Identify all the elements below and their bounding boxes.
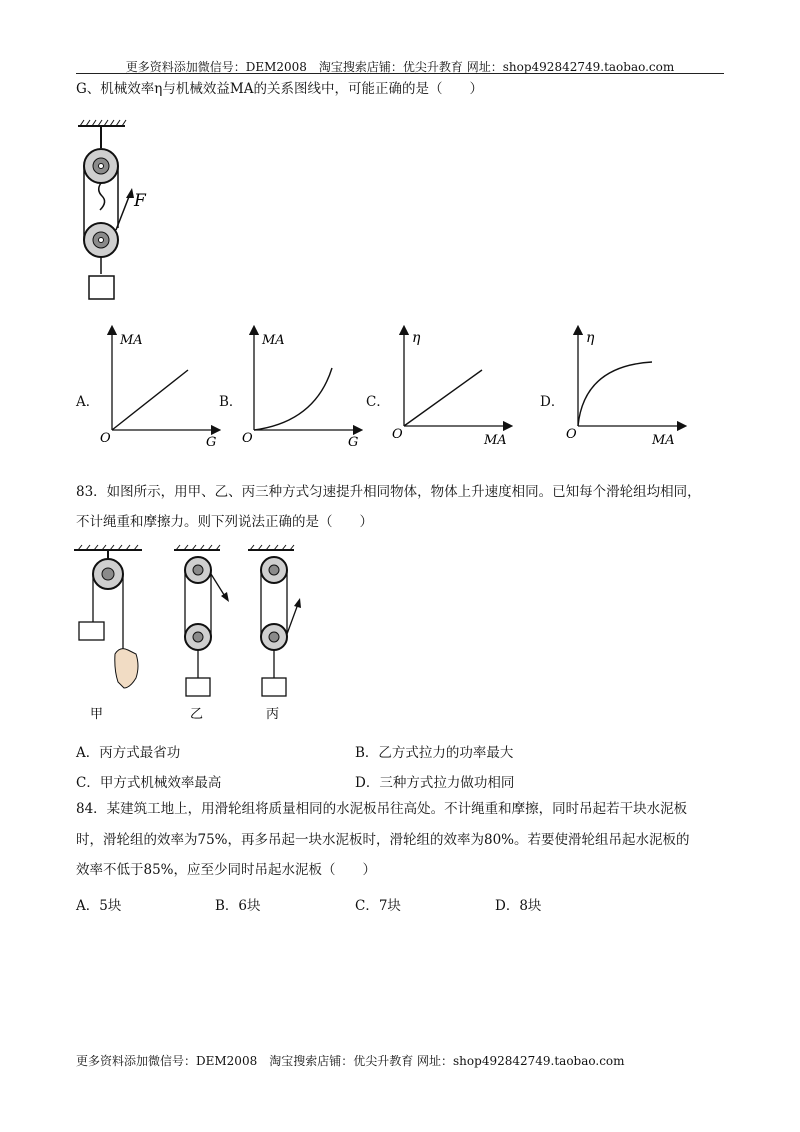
graph-b-origin: O [242,431,253,446]
q83-option-d: D．三种方式拉力做功相同 [355,775,515,791]
graph-c-xlabel: MA [484,433,507,448]
graph-b [240,322,366,450]
page-footer: 更多资料添加微信号：DEM2008 淘宝搜索店铺：优尖升教育 网址：shop492842749.taobao.com [76,1054,625,1068]
q82-option-c: C． [366,394,390,410]
q84-text-line3: 效率不低于85%，应至少同时吊起水泥板（ ） [76,862,377,878]
q83-option-b: B．乙方式拉力的功率最大 [355,745,514,761]
q84-text-line1: 84．某建筑工地上，用滑轮组将质量相同的水泥板吊往高处。不计绳重和摩擦，同时吊起若干块水泥板 [76,801,688,817]
q84-option-b: B．6块 [215,898,261,914]
graph-c-ylabel: η [412,330,421,346]
q84-option-c: C．7块 [355,898,401,914]
q84-option-a: A．5块 [76,898,122,914]
hand-icon [115,649,138,688]
graph-c [390,322,516,450]
graph-d-origin: O [566,427,577,442]
q82-option-a: A． [76,394,100,410]
q83-pulley-figure [70,542,310,722]
graph-d-xlabel: MA [652,433,675,448]
graph-d-ylabel: η [586,330,595,346]
graph-b-xlabel: G [348,435,359,450]
q84-option-d: D．8块 [495,898,542,914]
graph-d-curve [578,362,652,426]
jia-block [79,622,104,640]
graph-a-curve [112,370,188,430]
q84-text-line2: 时，滑轮组的效率为75%，再多吊起一块水泥板时，滑轮组的效率为80%。若要使滑轮组吊起水泥板的 [76,832,690,848]
graph-b-curve [254,368,332,430]
graph-d [564,322,690,450]
graph-a [98,322,224,450]
force-label: F [134,191,146,211]
header-divider [76,73,724,74]
page-header: 更多资料添加微信号：DEM2008 淘宝搜索店铺：优尖升教育 网址：shop492842749.taobao.com [125,60,675,74]
q82-text: G、机械效率η与机械效益MA的关系图线中，可能正确的是（ ） [76,81,483,97]
graph-b-ylabel: MA [262,333,285,348]
graph-a-ylabel: MA [120,333,143,348]
graph-a-xlabel: G [206,435,217,450]
q83-option-a: A．丙方式最省功 [76,745,181,761]
graph-c-curve [404,370,482,426]
graph-a-origin: O [100,431,111,446]
caption-yi: 乙 [190,707,204,722]
load-block [89,276,114,299]
caption-bing: 丙 [266,707,280,722]
q82-option-b: B． [219,394,243,410]
caption-jia: 甲 [90,707,104,722]
q83-text-line1: 83．如图所示，用甲、乙、丙三种方式匀速提升相同物体，物体上升速度相同。已知每个滑轮组均相同， [76,484,701,500]
q83-text-line2: 不计绳重和摩擦力。则下列说法正确的是（ ） [76,514,373,530]
q82-pulley-figure [70,118,160,304]
graph-c-origin: O [392,427,403,442]
q82-option-d: D． [540,394,565,410]
q83-option-c: C．甲方式机械效率最高 [76,775,222,791]
